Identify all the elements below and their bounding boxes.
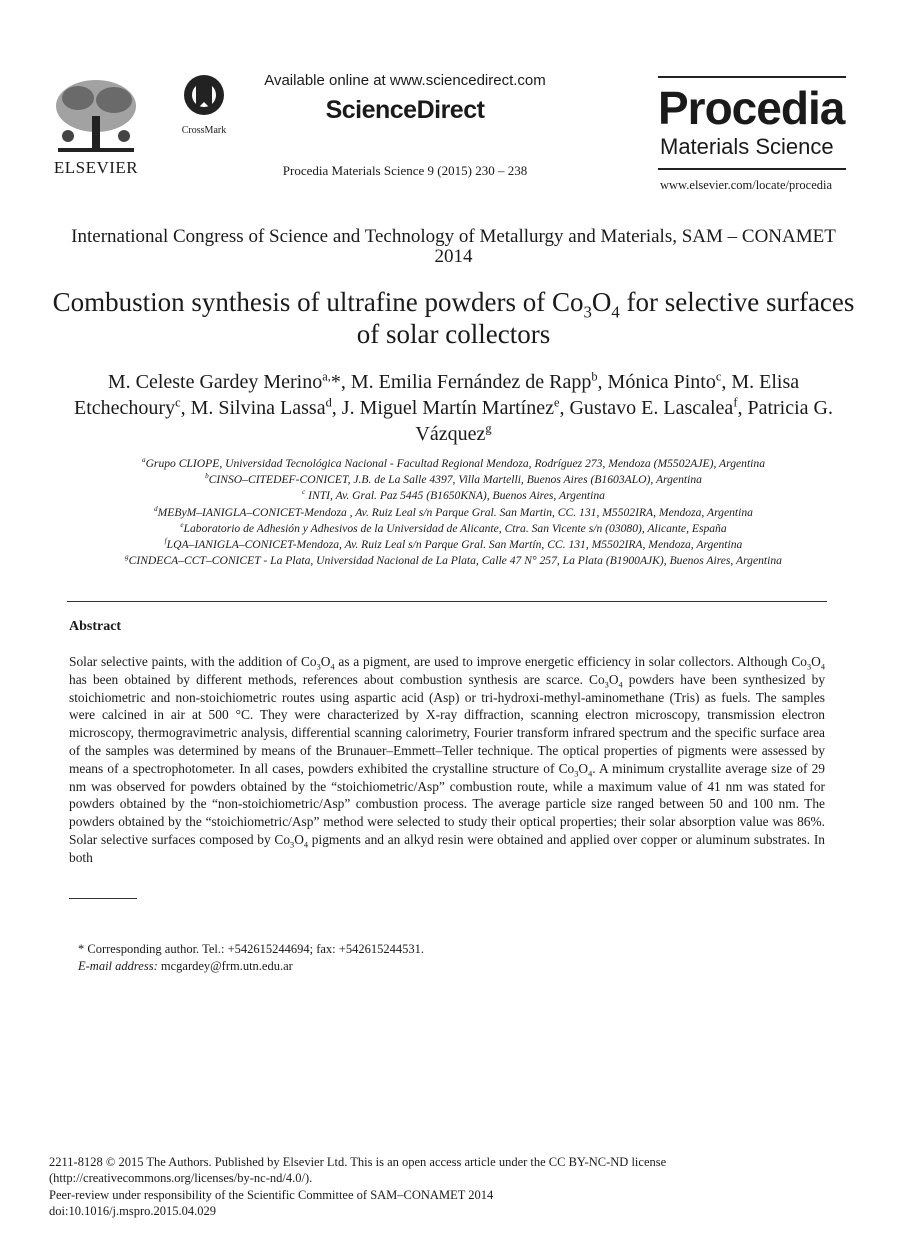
- affiliation-mark: b: [205, 472, 209, 481]
- doi[interactable]: doi:10.1016/j.mspro.2015.04.029: [49, 1203, 217, 1218]
- corresponding-mark: *: [330, 371, 341, 393]
- author-list: [50, 369, 857, 447]
- procedia-logo: Procedia: [658, 82, 845, 134]
- journal-url-link[interactable]: www.elsevier.com/locate/procedia: [660, 178, 833, 192]
- author-name: J. Miguel Martín Martínez: [341, 397, 554, 419]
- affiliation-line: [40, 521, 867, 537]
- author-separator: ,: [340, 371, 351, 393]
- affiliation-text: LQA–IANIGLA–CONICET-Mendoza, Av. Ruiz Leal s/n Parque Gral. San Martín, CC. 131, M5502IRA, Mendoza, Argentina: [166, 538, 743, 552]
- email-label: E-mail address:: [78, 958, 158, 973]
- abstract-segment: Solar selective paints, with the addition of Co: [69, 654, 317, 669]
- author-affiliation-mark: f: [733, 395, 738, 410]
- chemical-subscript: 4: [303, 840, 309, 850]
- chemical-subscript: 3: [316, 662, 321, 672]
- author-affiliation-mark: d: [325, 395, 332, 410]
- author-affiliation-mark: a,: [322, 369, 331, 384]
- affiliation-mark: e: [180, 520, 184, 529]
- author-separator: ,: [721, 371, 732, 393]
- elsevier-wordmark: ELSEVIER: [53, 158, 139, 177]
- author-affiliation-mark: g: [485, 421, 492, 436]
- chemical-subscript: 3: [290, 840, 295, 850]
- paper-title: Combustion synthesis of ultrafine powders of $Co_3O_4$ for selective surfaces of solar collectors: [52, 287, 855, 349]
- crossmark-label: CrossMark: [181, 125, 227, 136]
- affiliation-list: [40, 456, 867, 569]
- section-divider: [67, 601, 827, 602]
- abstract-segment: . A minimum crystallite average size of 29 nm was observed for powders obtained by the “stoichiometric/Asp” combustion route, while a maximum value of 41 nm was stated for powders obtained by the “non-stoichiometric/Asp” combustion process. The average particle size ranged between 50 and 100 nm. The powders obtained by the “stoichiometric/Asp” method were selected to study their optical properties; their solar absorption value was 86%. Solar selective surfaces composed by Co: [69, 760, 825, 847]
- author-separator: ,: [331, 397, 342, 419]
- author-affiliation-mark: c: [715, 369, 722, 384]
- abstract-segment: O: [811, 654, 821, 669]
- author-separator: ,: [737, 397, 748, 419]
- author-name: M. Silvina Lassa: [190, 397, 326, 419]
- author-name: M. Emilia Fernández de Rapp: [350, 371, 592, 393]
- chemical-subscript: 3: [574, 769, 579, 779]
- email-address[interactable]: mcgardey@frm.utn.edu.ar: [157, 958, 293, 973]
- abstract-text: [69, 653, 825, 867]
- email-line: [78, 958, 778, 975]
- author-name: Mónica Pinto: [607, 371, 716, 393]
- procedia-rule-bottom: [658, 168, 846, 170]
- abstract-segment: pigments and an alkyd resin were obtained and applied over copper or aluminum substrates. In both: [69, 831, 825, 865]
- crossmark-icon: [180, 74, 228, 118]
- chemical-subscript: 4: [820, 662, 825, 672]
- conference-name: International Congress of Science and Technology of Metallurgy and Materials, SAM – CONAMET 2014: [71, 226, 836, 267]
- affiliation-mark: g: [125, 553, 129, 562]
- chemical-subscript: 4: [618, 680, 623, 690]
- procedia-subtitle: Materials Science: [660, 134, 834, 159]
- sciencedirect-logo[interactable]: ScienceDirect: [325, 96, 485, 124]
- affiliation-mark: d: [154, 504, 158, 513]
- corresponding-author: * Corresponding author. Tel.: +542615244694; fax: +542615244531.: [78, 942, 424, 956]
- page-footer: [49, 1154, 869, 1219]
- affiliation-line: [40, 505, 867, 521]
- author-affiliation-mark: c: [175, 395, 181, 410]
- procedia-rule-top: [658, 76, 846, 78]
- affiliation-line: [40, 537, 867, 553]
- footnote-rule: [69, 898, 137, 899]
- author-separator: ,: [597, 371, 608, 393]
- affiliation-text: MEByM–IANIGLA–CONICET-Mendoza , Av. Ruiz Leal s/n Parque Gral. San Martin, CC. 131, M5502IRA, Mendoza, Argentina: [157, 505, 753, 519]
- affiliation-mark: a: [141, 456, 146, 465]
- affiliation-text: Laboratorio de Adhesión y Adhesivos de la Universidad de Alicante, Ctra. San Vicente s/n (03080), Alicante, España: [183, 521, 727, 535]
- author-name: Patricia G. Vázquez: [415, 397, 833, 445]
- chemical-subscript: 4: [588, 769, 593, 779]
- abstract-segment: O: [320, 654, 331, 669]
- affiliation-mark: f: [164, 537, 167, 546]
- author-separator: ,: [559, 397, 570, 419]
- available-online: Available online at www.sciencedirect.com: [264, 72, 546, 89]
- affiliation-line: [40, 472, 867, 488]
- affiliation-text: CINSO–CITEDEF-CONICET, J.B. de La Salle 4397, Villa Martelli, Buenos Aires (B1603ALO), Argentina: [208, 473, 702, 487]
- affiliation-line: [40, 553, 867, 569]
- chemical-subscript: 4: [330, 662, 335, 672]
- author-name: M. Celeste Gardey Merino: [107, 371, 323, 393]
- chemical-subscript: 3: [807, 662, 812, 672]
- author-affiliation-mark: e: [553, 395, 560, 410]
- abstract-segment: O: [294, 831, 304, 847]
- license-statement: 2211-8128 © 2015 The Authors. Published by Elsevier Ltd. This is an open access article under the CC BY-NC-ND license: [49, 1155, 667, 1169]
- crossmark-badge[interactable]: [176, 74, 232, 136]
- license-url[interactable]: (http://creativecommons.org/licenses/by-nc-nd/4.0/).: [49, 1171, 313, 1186]
- affiliation-line: [40, 456, 867, 472]
- author-name: M. Elisa Etchechoury: [74, 371, 800, 419]
- affiliation-text: Grupo CLIOPE, Universidad Tecnológica Nacional - Facultad Regional Mendoza, Rodríguez 273, Mendoza (M5502AJE), Argentina: [145, 457, 766, 470]
- author-affiliation-mark: b: [591, 369, 598, 384]
- abstract-heading: Abstract: [69, 619, 122, 634]
- abstract-segment: O: [608, 671, 619, 687]
- author-name: Gustavo E. Lascalea: [569, 397, 734, 419]
- abstract-segment: as a pigment, are used to improve energetic efficiency in solar collectors. Although Co: [334, 654, 807, 669]
- chemical-subscript: 3: [604, 680, 609, 690]
- affiliation-text: INTI, Av. Gral. Paz 5445 (B1650KNA), Buenos Aires, Argentina: [305, 489, 605, 503]
- affiliation-line: [40, 488, 867, 504]
- abstract-segment: O: [578, 760, 589, 776]
- journal-citation: Procedia Materials Science 9 (2015) 230 – 238: [282, 163, 528, 178]
- affiliation-text: CINDECA–CCT–CONICET - La Plata, Universidad Nacional de La Plata, Calle 47 N° 257, La Plata (B1900AJK), Buenos Aires, Argentina: [128, 554, 782, 568]
- author-separator: ,: [180, 397, 191, 419]
- peer-review-statement: Peer-review under responsibility of the Scientific Committee of SAM–CONAMET 2014: [49, 1187, 494, 1202]
- affiliation-mark: c: [302, 488, 306, 497]
- footnote: [78, 941, 778, 974]
- abstract-segment: has been obtained by different methods, references about combustion synthesis are scarce. Co: [69, 671, 605, 687]
- abstract-segment: powders have been synthesized by stoichiometric and non-stoichiometric routes using aspartic acid (Asp) or tri-hydroxi-methyl-aminomethane (Tris) as fuels. The samples were calcined in air at 500 °C. They were characterized by X-ray diffraction, scanning electron microscopy, transmission electron microscopy, thermogravimetric analysis, differential scanning calorimetry, Fourier transform infrared spectrum and the specific surface area of the samples was determined by means of the Brunauer–Emmett–Teller technique. The optical properties of pigments were assessed by means of a spectrophotometer. In all cases, powders exhibited the crystalline structure of Co: [69, 671, 826, 776]
